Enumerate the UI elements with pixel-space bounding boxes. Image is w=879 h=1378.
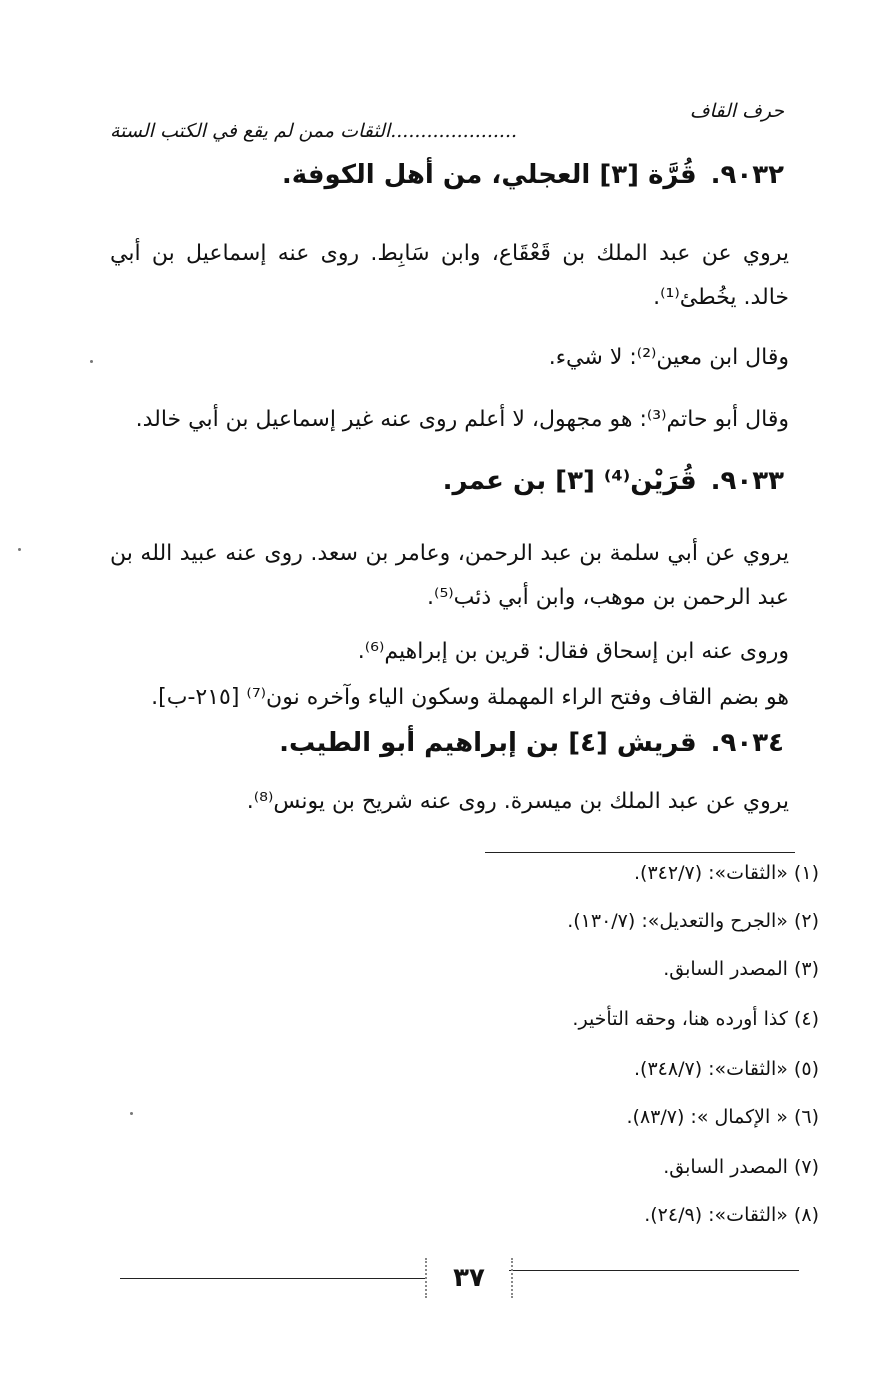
footnote: (٣) المصدر السابق. [663, 958, 819, 980]
entry-number: ٩٠٣٤. [710, 728, 784, 758]
entry-title-9033 [443, 466, 784, 496]
footnote: (٤) كذا أورده هنا، وحقه التأخير. [572, 1008, 819, 1030]
footnote-separator [485, 852, 795, 853]
header-chapter: حرف القاف [689, 100, 784, 122]
entry-number: ٩٠٣٢. [710, 160, 784, 190]
paragraph: يروي عن أبي سلمة بن عبد الرحمن، وعامر بن سعد. روى عنه عبيد الله بن عبد الرحمن بن موهب، وابن أبي ذئب⁽⁵⁾. [110, 541, 789, 610]
entry-name: قريش [٤] بن إبراهيم أبو الطيب. [279, 728, 697, 758]
footer-rule-right [509, 1270, 799, 1271]
paragraph: وقال ابن معين⁽²⁾: لا شيء. [548, 345, 789, 370]
footnote: (٢) «الجرح والتعديل»: (١٣٠/٧). [567, 910, 819, 932]
paragraph: هو بضم القاف وفتح الراء المهملة وسكون الياء وآخره نون⁽⁷⁾ [٢١٥-ب]. [151, 685, 789, 710]
scan-speck [18, 548, 21, 551]
footnote: (٧) المصدر السابق. [663, 1156, 819, 1178]
footer-rule-left [120, 1278, 425, 1279]
footnote: (٥) «الثقات»: (٣٤٨/٧). [634, 1058, 819, 1080]
paragraph: يروي عن عبد الملك بن ميسرة. روى عنه شريح بن يونس⁽⁸⁾. [246, 789, 789, 814]
footnote: (٨) «الثقات»: (٢٤/٩). [644, 1204, 819, 1226]
footnote: (١) «الثقات»: (٣٤٢/٧). [634, 862, 819, 884]
entry-title-9032 [282, 160, 784, 190]
entry-title-9034 [279, 728, 784, 758]
running-header [110, 100, 784, 140]
page-number: ٣٧ [425, 1258, 513, 1298]
paragraph: وروى عنه ابن إسحاق فقال: قرين بن إبراهيم⁽⁶⁾. [357, 639, 789, 664]
header-book-title: .....................الثقات ممن لم يقع في الكتب الستة [110, 120, 518, 142]
entry-name: قُرَيْن⁽⁴⁾ [٣] بن عمر. [442, 466, 697, 496]
footnote: (٦) « الإكمال »: (٨٣/٧). [626, 1106, 819, 1128]
entry-name: قُرَّة [٣] العجلي، من أهل الكوفة. [281, 160, 697, 190]
scan-speck [130, 1112, 133, 1115]
scan-speck [90, 360, 93, 363]
entry-number: ٩٠٣٣. [710, 466, 784, 496]
paragraph: يروي عن عبد الملك بن قَعْقَاع، وابن سَابِط. روى عنه إسماعيل بن أبي خالد. يخُطئ⁽¹⁾. [110, 241, 789, 310]
paragraph: وقال أبو حاتم⁽³⁾: هو مجهول، لا أعلم روى عنه غير إسماعيل بن أبي خالد. [135, 407, 789, 432]
